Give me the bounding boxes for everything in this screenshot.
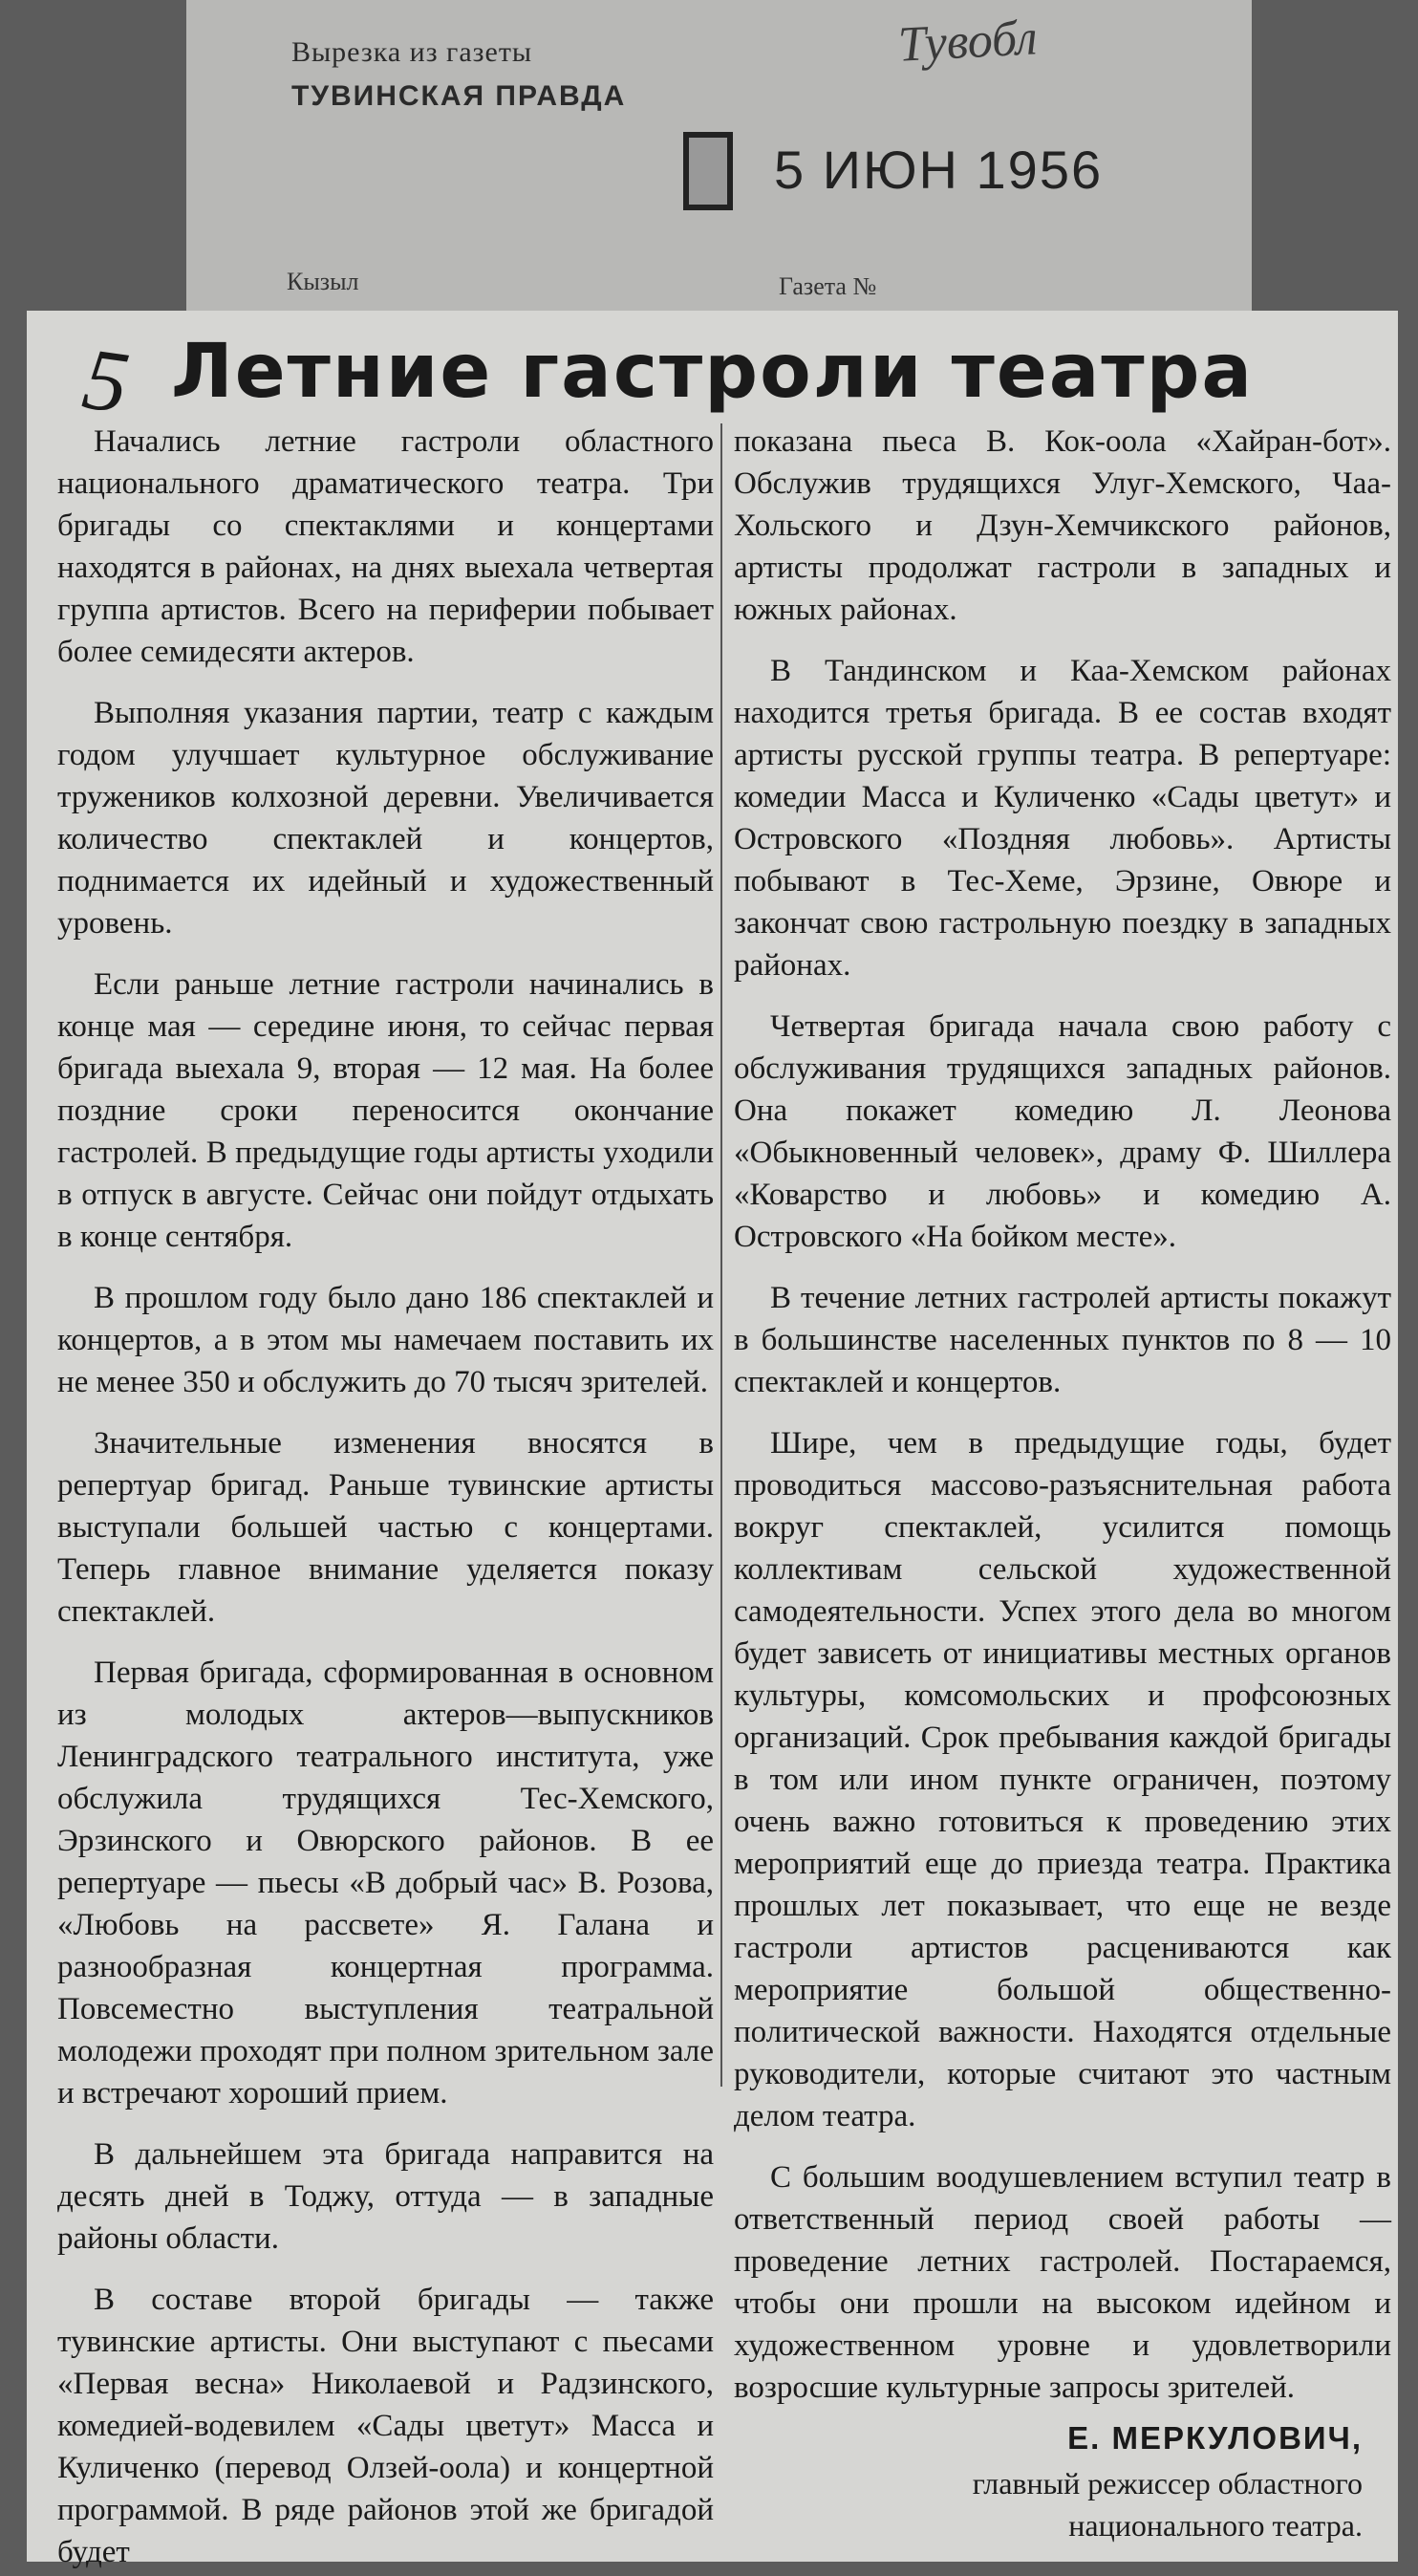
column-divider [720,423,722,2087]
paragraph: В прошлом году было дано 186 спектаклей и концертов, а в этом мы намечаем поставить их не менее 350 и обслужить до 70 тысяч зрителей. [57,1281,714,1399]
paragraph: В Тандинском и Каа-Хемском районах находится третья бригада. В ее состав входят артисты русской группы театра. В репертуаре: комедии Масса и Куличенко «Сады цветут» и Островского «Поздняя любовь». Артисты побывают в Тес-Хеме, Эрзине, Овюре и закончат свою гастрольную поездку в западных районах. [734,654,1391,983]
city-label: Кызыл [287,268,359,295]
newspaper-clipping [27,311,1398,2569]
date-stamp: 5 ИЮН 1956 [774,140,1104,200]
article-column-left [57,421,714,2569]
paragraph: Первая бригада, сформированная в основном из молодых актеров—выпускников Ленинградского театрального института, уже обслужила трудящихся Тес-Хемского, Эрзинского и Овюрского районов. В ее репертуаре — пьесы «В добрый час» В. Розова, «Любовь на рассвете» Я. Галана и разнообразная концертная программа. Повсеместно выступления театральной молодежи проходят при полном зрительном зале и встречают хороший прием. [57,1656,714,2111]
author-role-line-1: главный режиссер областного [972,2466,1363,2500]
paragraph: показана пьеса В. Кок-оола «Хайран-бот». Обслужив трудящихся Улуг-Хемского, Чаа-Хольского и Дзун-Хемчикского районов, артисты продолжат гастроли в западных и южных районах. [734,424,1391,627]
paragraph: В течение летних гастролей артисты покажут в большинстве населенных пунктов по 8 — 10 спектаклей и концертов. [734,1281,1391,1399]
article-column-right [734,421,1391,2543]
clipping-source-label: Вырезка из газеты [291,36,533,68]
paper-number-label: Газета № [779,272,877,300]
paragraph: В дальнейшем эта бригада направится на десять дней в Тоджу, оттуда — в западные районы области. [57,2137,714,2256]
handwritten-number: 5 [77,329,135,432]
author-role-line-2: национального театра. [1068,2508,1363,2543]
paragraph: Четвертая бригада начала свою работу с обслуживания трудящихся западных районов. Она покажет комедию Л. Леонова «Обыкновенный человек», драму Ф. Шиллера «Коварство и любовь» и комедию А. Островского «На бойком месте». [734,1009,1391,1254]
stamp-mark-icon [683,132,733,210]
paragraph: Выполняя указания партии, театр с каждым годом улучшает культурное обслуживание тружеников колхозной деревни. Увеличивается количество спектаклей и концертов, поднимается их идейный и художественный уровень. [57,696,714,941]
paragraph: Шире, чем в предыдущие годы, будет проводиться массово-разъяснительная работа вокруг спектаклей, усилится помощь коллективам сельской художественной самодеятельности. Успех этого дела во многом будет зависеть от инициативы местных органов культуры, комсомольских и профсоюзных организаций. Срок пребывания каждой бригады в том или ином пункте ограничен, поэтому очень важно готовиться к проведению этих мероприятий еще до приезда театра. Практика прошлых лет показывает, что еще не везде гастроли артистов расцениваются как мероприятие большой общественно-политической важности. Находятся отдельные руководители, которые считают это частным делом театра. [734,1426,1391,2133]
paragraph: С большим воодушевлением вступил театр в ответственный период своей работы — проведение летних гастролей. Постараемся, чтобы они прошли на высоком идейном и художественном уровне и удовлетворили возросшие культурные запросы зрителей. [734,2160,1391,2405]
clipping-label [186,0,1252,320]
handwritten-note: Тувобл [896,11,1039,73]
newspaper-name: ТУВИНСКАЯ ПРАВДА [291,80,627,112]
paragraph: Если раньше летние гастроли начинались в конце мая — середине июня, то сейчас первая бригада выехала 9, вторая — 12 мая. На более поздние сроки переносится окончание гастролей. В предыдущие годы артисты уходили в отпуск в августе. Сейчас они пойдут отдыхать в конце сентября. [57,967,714,1254]
paragraph: Значительные изменения вносятся в репертуар бригад. Раньше тувинские артисты выступали большей частью с концертами. Теперь главное внимание уделяется показу спектаклей. [57,1426,714,1629]
paragraph: Начались летние гастроли областного национального драматического театра. Три бригады со спектаклями и концертами находятся в районах, на днях выехала четвертая группа артистов. Всего на периферии побывает более семидесяти актеров. [57,424,714,669]
author-name: Е. МЕРКУЛОВИЧ, [1067,2420,1363,2456]
article-title: Летние гастроли театра [170,329,1255,415]
paragraph: В составе второй бригады — также тувинские артисты. Они выступают с пьесами «Первая весна» Николаевой и Радзинского, комедией-водевилем «Сады цветут» Масса и Куличенко (перевод Олзей-оола) и концертной программой. В ряде районов этой же бригадой будет [57,2283,714,2569]
